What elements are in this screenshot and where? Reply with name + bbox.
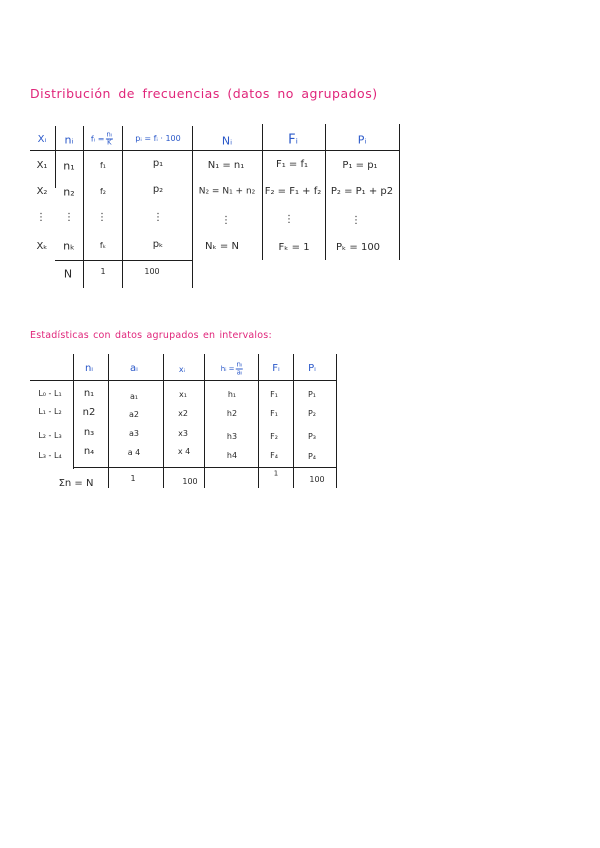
table-cell: X₁ xyxy=(36,160,48,171)
section2-title: Estadísticas con datos agrupados en intervalos: xyxy=(30,330,272,341)
table-cell: n₁ xyxy=(83,388,95,399)
table-cell: x2 xyxy=(178,409,188,418)
table-cell: Nₖ = N xyxy=(205,241,239,252)
header-xi: Xᵢ xyxy=(37,134,47,145)
table-cell: Xₖ xyxy=(36,241,48,252)
table-cell: P₁ = p₁ xyxy=(342,160,378,171)
g-total-x: 100 xyxy=(182,477,198,486)
table-cell: h₁ xyxy=(227,390,237,399)
table-cell: L₁ - L₂ xyxy=(38,407,62,416)
table-cell: F₁ xyxy=(270,409,278,418)
table-cell: nₖ xyxy=(63,239,75,253)
table-cell: ⋮ xyxy=(97,212,107,223)
table-cell: P₂ = P₁ + p2 xyxy=(330,186,394,197)
table-cell: F₁ xyxy=(270,390,278,399)
header-fi: fᵢ = $\frac{\text{nᵢ}}{K}$ xyxy=(90,130,113,147)
table-cell: P₃ xyxy=(307,432,317,441)
table-cell: L₀ - L₁ xyxy=(38,389,62,398)
table-cell: F₂ = F₁ + f₂ xyxy=(264,186,322,197)
header-Pi: Pᵢ xyxy=(357,133,367,147)
table-cell: L₂ - L₃ xyxy=(38,431,62,440)
table-cell: x 4 xyxy=(177,447,191,456)
table-cell: Fₖ = 1 xyxy=(278,242,310,253)
table-cell: a₁ xyxy=(129,392,139,401)
table-cell: a2 xyxy=(129,410,139,419)
table-cell: ⋮ xyxy=(351,215,361,226)
table-cell: n₄ xyxy=(83,446,95,457)
table-cell: F₁ = f₁ xyxy=(275,159,309,170)
table-cell: n₃ xyxy=(83,427,95,438)
table-cell: ⋮ xyxy=(284,214,294,225)
table-cell: x₁ xyxy=(179,390,187,399)
total-f: 1 xyxy=(100,267,106,276)
table-cell: P₄ xyxy=(307,452,317,461)
table-cell: Pₖ = 100 xyxy=(335,242,381,253)
table-cell: X₂ xyxy=(36,186,48,197)
table-cell: ⋮ xyxy=(153,212,163,223)
g-header-Pi: Pᵢ xyxy=(308,363,316,374)
total-n: N xyxy=(63,267,73,281)
table-cell: h4 xyxy=(226,451,238,460)
total-p: 100 xyxy=(144,267,160,276)
table-cell: n2 xyxy=(82,407,96,418)
table-cell: f₂ xyxy=(99,187,107,196)
header-Ni: Nᵢ xyxy=(221,134,233,148)
table-cell: n₂ xyxy=(63,185,75,199)
table-cell: L₃ - L₄ xyxy=(38,451,62,460)
g-header-Fi: Fᵢ xyxy=(272,363,280,374)
table-cell: h3 xyxy=(226,432,238,441)
table-cell: f₁ xyxy=(99,161,107,170)
g-header-hi: hᵢ = $\frac{\text{nᵢ}}{\text{aᵢ}}$ xyxy=(220,360,243,377)
g-header-ni: nᵢ xyxy=(84,363,94,374)
table-cell: x3 xyxy=(178,429,188,438)
table-cell: fₖ xyxy=(99,241,107,250)
table-cell: p₁ xyxy=(152,158,164,169)
section1-title: Distribución de frecuencias (datos no agrupados) xyxy=(30,86,378,101)
header-Fi: Fᵢ xyxy=(288,132,298,148)
table-cell: n₁ xyxy=(63,159,75,173)
table-cell: ⋮ xyxy=(64,212,74,223)
table-cell: h2 xyxy=(226,409,238,418)
g-total-label: Σn = N xyxy=(58,478,94,489)
table-cell: F₄ xyxy=(270,451,278,460)
table-cell: pₖ xyxy=(152,239,164,250)
g-header-xi: xᵢ xyxy=(178,365,186,374)
header-ni: nᵢ xyxy=(64,133,74,147)
g-header-ai: aᵢ xyxy=(130,363,138,374)
table-cell: a 4 xyxy=(127,448,141,457)
table-cell: P₂ xyxy=(307,409,317,418)
table-cell: a3 xyxy=(129,429,139,438)
g-total-P: 100 xyxy=(309,475,325,484)
table-cell: N₁ = n₁ xyxy=(207,160,245,171)
table-cell: ⋮ xyxy=(221,215,231,226)
g-total-a: 1 xyxy=(130,474,136,483)
table-cell: ⋮ xyxy=(36,212,46,223)
table-cell: F₂ xyxy=(270,432,278,441)
table-cell: p₂ xyxy=(152,184,164,195)
table-cell: P₁ xyxy=(307,390,317,399)
g-total-F: 1 xyxy=(273,469,279,478)
header-pi: pᵢ = fᵢ · 100 xyxy=(135,134,181,143)
table-cell: N₂ = N₁ + n₂ xyxy=(198,186,256,197)
